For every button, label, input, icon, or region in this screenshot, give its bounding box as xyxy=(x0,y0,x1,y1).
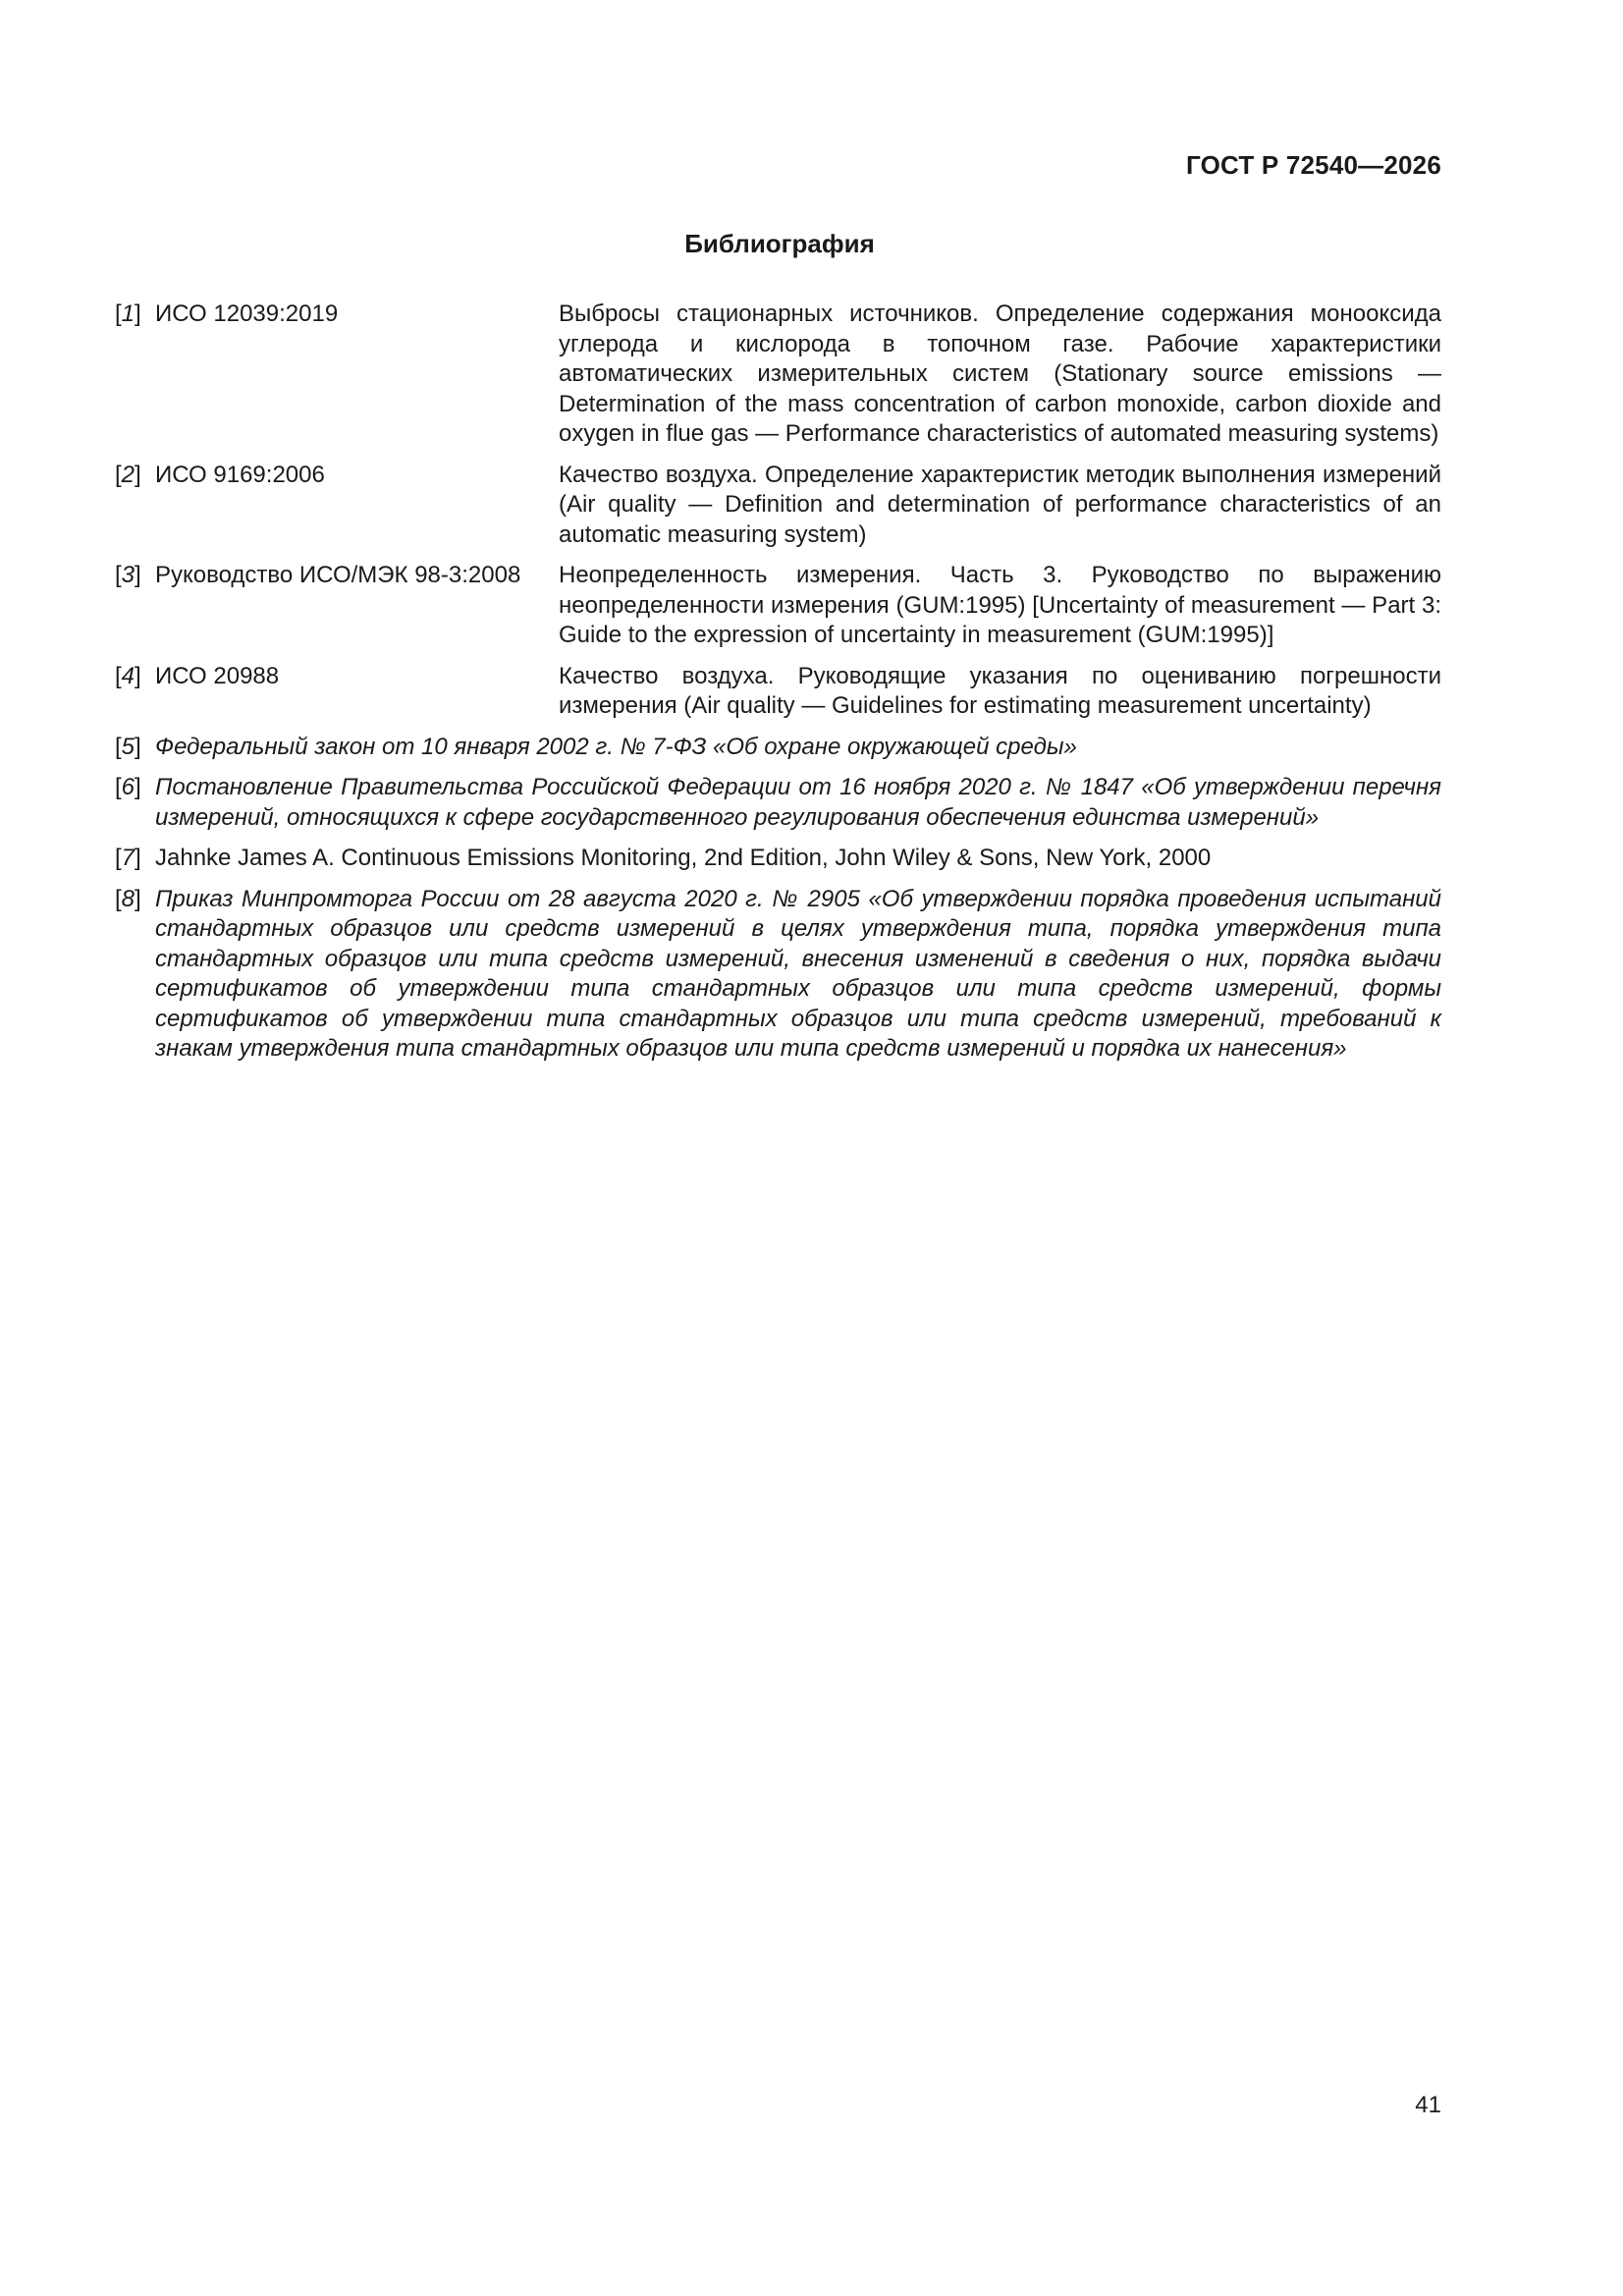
entry-title: Качество воздуха. Определение характеристик методик выполнения измерений (Air quality — Definition and determination of performance characteristics of an automatic measuring system) xyxy=(559,461,1441,548)
entry-designation: Руководство ИСО/МЭК 98-3:2008 xyxy=(155,562,521,588)
bibliography-entry xyxy=(115,844,1441,874)
bibliography-list xyxy=(115,300,1441,1075)
entry-number: [7] xyxy=(115,845,141,871)
entry-designation: ИСО 9169:2006 xyxy=(155,461,325,488)
entry-title: Неопределенность измерения. Часть 3. Руководство по выражению неопределенности измерения (GUM:1995) [Uncertainty of measurement — Part 3: Guide to the expression of uncertainty in measurement (GUM:1995)] xyxy=(559,562,1441,648)
page-number: 41 xyxy=(1415,2092,1441,2118)
bibliography-entry xyxy=(115,300,1441,450)
entry-designation: ИСО 20988 xyxy=(155,662,280,689)
entry-designation: ИСО 12039:2019 xyxy=(155,301,339,327)
entry-number: [5] xyxy=(115,733,141,760)
entry-number: [3] xyxy=(115,562,141,588)
entry-text: Постановление Правительства Российской Федерации от 16 ноября 2020 г. № 1847 «Об утверждении перечня измерений, относящихся к сфере государственного регулирования обеспечения единства измерений» xyxy=(155,774,1441,831)
entry-number: [4] xyxy=(115,662,141,689)
entry-number: [6] xyxy=(115,774,141,800)
entry-text: Jahnke James A. Continuous Emissions Monitoring, 2nd Edition, John Wiley & Sons, New York, 2000 xyxy=(155,845,1212,871)
bibliography-entry xyxy=(115,662,1441,722)
entry-number: [1] xyxy=(115,301,141,327)
bibliography-entry xyxy=(115,733,1441,763)
entry-text: Федеральный закон от 10 января 2002 г. № 7-ФЗ «Об охране окружающей среды» xyxy=(155,733,1077,760)
bibliography-entry xyxy=(115,885,1441,1065)
entry-text: Приказ Минпромторга России от 28 августа 2020 г. № 2905 «Об утверждении порядка проведения испытаний стандартных образцов или средств измерений в целях утверждения типа, порядка утверждения типа стандартных образцов или типа средств измерений, внесения изменений в сведения о них, порядка выдачи сертификатов об утверждении типа стандартных образцов или типа средств измерений, формы сертификатов об утверждении типа стандартных образцов или типа средств измерений, требований к знакам утверждения типа стандартных образцов или типа средств измерений и порядка их нанесения» xyxy=(155,885,1441,1062)
bibliography-entry xyxy=(115,773,1441,833)
bibliography-entry xyxy=(115,561,1441,651)
entry-title: Выбросы стационарных источников. Определение содержания монооксида углерода и кислорода в топочном газе. Рабочие характеристики автоматических измерительных систем (Stationary source emissions — Determination of the mass concentration of carbon monoxide, carbon dioxide and oxygen in flue gas — Performance characteristics of automated measuring systems) xyxy=(559,301,1441,447)
entry-number: [2] xyxy=(115,461,141,488)
bibliography-entry xyxy=(115,461,1441,551)
entry-title: Качество воздуха. Руководящие указания по оцениванию погрешности измерения (Air quality — Guidelines for estimating measurement uncertainty) xyxy=(559,662,1441,719)
entry-number: [8] xyxy=(115,885,141,912)
section-title: Библиография xyxy=(684,229,875,258)
document-code: ГОСТ Р 72540—2026 xyxy=(1186,150,1441,180)
